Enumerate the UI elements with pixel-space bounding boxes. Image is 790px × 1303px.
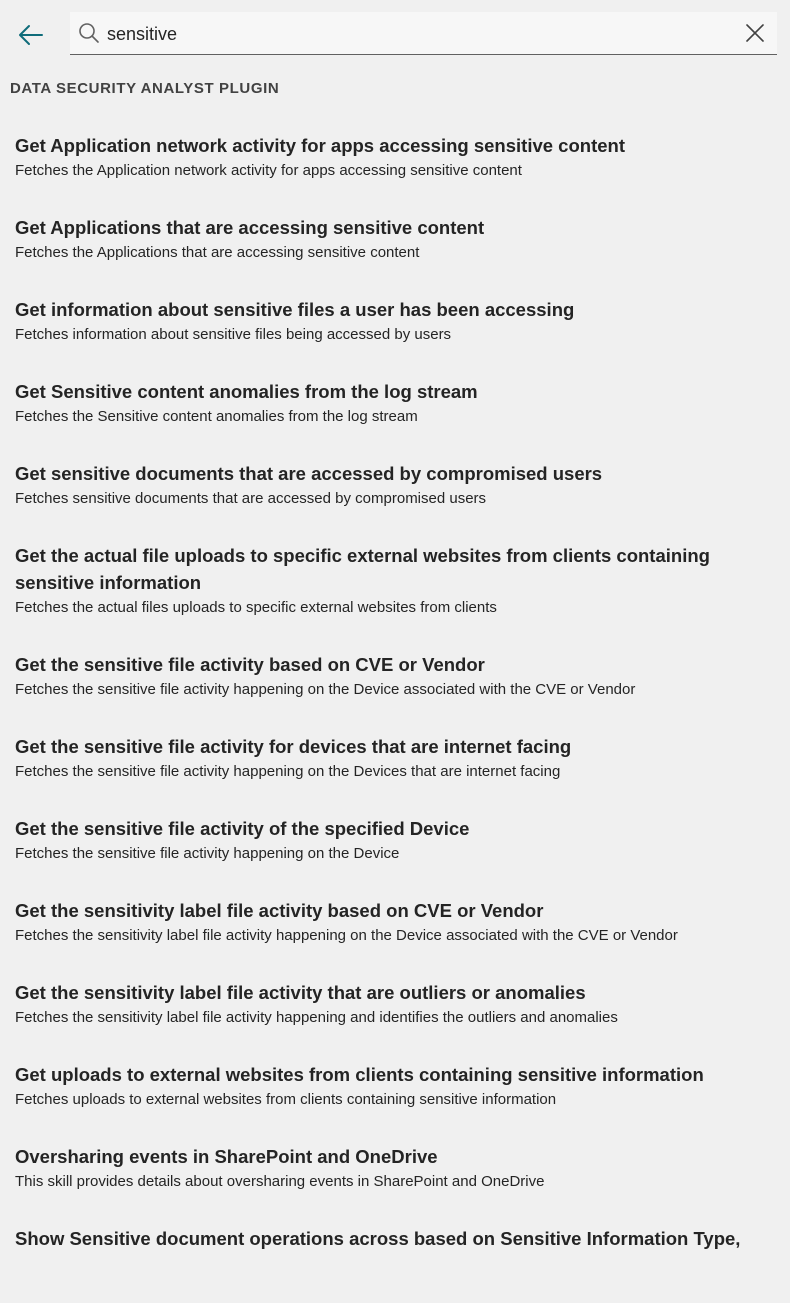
- item-description: Fetches the sensitive file activity happening on the Device: [15, 845, 400, 862]
- back-button[interactable]: [12, 16, 50, 54]
- list-item[interactable]: [0, 128, 790, 210]
- item-description: Fetches sensitive documents that are accessed by compromised users: [15, 490, 487, 507]
- list-item[interactable]: [0, 374, 790, 456]
- item-title: Get uploads to external websites from clients containing sensitive information: [15, 1064, 704, 1085]
- item-description: Fetches the Application network activity for apps accessing sensitive content: [15, 162, 522, 179]
- item-title: Get Applications that are accessing sensitive content: [15, 217, 485, 238]
- item-description: Fetches the sensitive file activity happening on the Device associated with the CVE or Vendor: [15, 681, 636, 698]
- search-input[interactable]: [107, 18, 727, 50]
- item-description: Fetches uploads to external websites from clients containing sensitive information: [15, 1091, 557, 1108]
- list-item[interactable]: [0, 729, 790, 811]
- clear-search-button[interactable]: [743, 21, 767, 45]
- list-item[interactable]: [0, 1221, 790, 1303]
- item-title: Get the sensitivity label file activity that are outliers or anomalies: [15, 982, 586, 1003]
- item-title: Get the sensitive file activity based on CVE or Vendor: [15, 654, 485, 675]
- section-heading: DATA SECURITY ANALYST PLUGIN: [10, 80, 280, 97]
- list-item[interactable]: [0, 1139, 790, 1221]
- skill-list: [0, 128, 790, 1303]
- item-description: Fetches the Sensitive content anomalies from the log stream: [15, 408, 418, 425]
- list-item[interactable]: [0, 538, 790, 647]
- item-title: Get the sensitive file activity for devices that are internet facing: [15, 736, 572, 757]
- item-description: This skill provides details about oversharing events in SharePoint and OneDrive: [15, 1173, 545, 1190]
- close-icon: [745, 23, 765, 43]
- list-item[interactable]: [0, 893, 790, 975]
- item-title: Show Sensitive document operations across based on Sensitive Information Type,: [15, 1228, 741, 1249]
- item-title: Get Sensitive content anomalies from the log stream: [15, 381, 478, 402]
- list-item[interactable]: [0, 811, 790, 893]
- list-item[interactable]: [0, 1057, 790, 1139]
- item-title: Get the sensitivity label file activity based on CVE or Vendor: [15, 900, 544, 921]
- item-description: Fetches information about sensitive files being accessed by users: [15, 326, 452, 343]
- list-item[interactable]: [0, 647, 790, 729]
- item-title: Oversharing events in SharePoint and OneDrive: [15, 1146, 438, 1167]
- list-item[interactable]: [0, 210, 790, 292]
- item-description: Fetches the sensitive file activity happening on the Devices that are internet facing: [15, 763, 561, 780]
- item-title: Get the sensitive file activity of the specified Device: [15, 818, 470, 839]
- arrow-left-icon: [18, 24, 44, 46]
- header: [0, 0, 790, 70]
- item-description: Fetches the sensitivity label file activity happening on the Device associated with the CVE or Vendor: [15, 927, 678, 944]
- item-title: Get sensitive documents that are accessed by compromised users: [15, 463, 603, 484]
- list-item[interactable]: [0, 975, 790, 1057]
- item-description: Fetches the Applications that are accessing sensitive content: [15, 244, 420, 261]
- item-title: Get information about sensitive files a user has been accessing: [15, 299, 575, 320]
- item-title: Get the actual file uploads to specific external websites from clients containing sensitive information: [15, 545, 710, 593]
- item-description: Fetches the sensitivity label file activity happening and identifies the outliers and anomalies: [15, 1009, 618, 1026]
- search-icon: [78, 22, 100, 44]
- list-item[interactable]: [0, 292, 790, 374]
- list-item[interactable]: [0, 456, 790, 538]
- search-box: [70, 12, 777, 55]
- item-title: Get Application network activity for apps accessing sensitive content: [15, 135, 625, 156]
- item-description: Fetches the actual files uploads to specific external websites from clients: [15, 599, 497, 616]
